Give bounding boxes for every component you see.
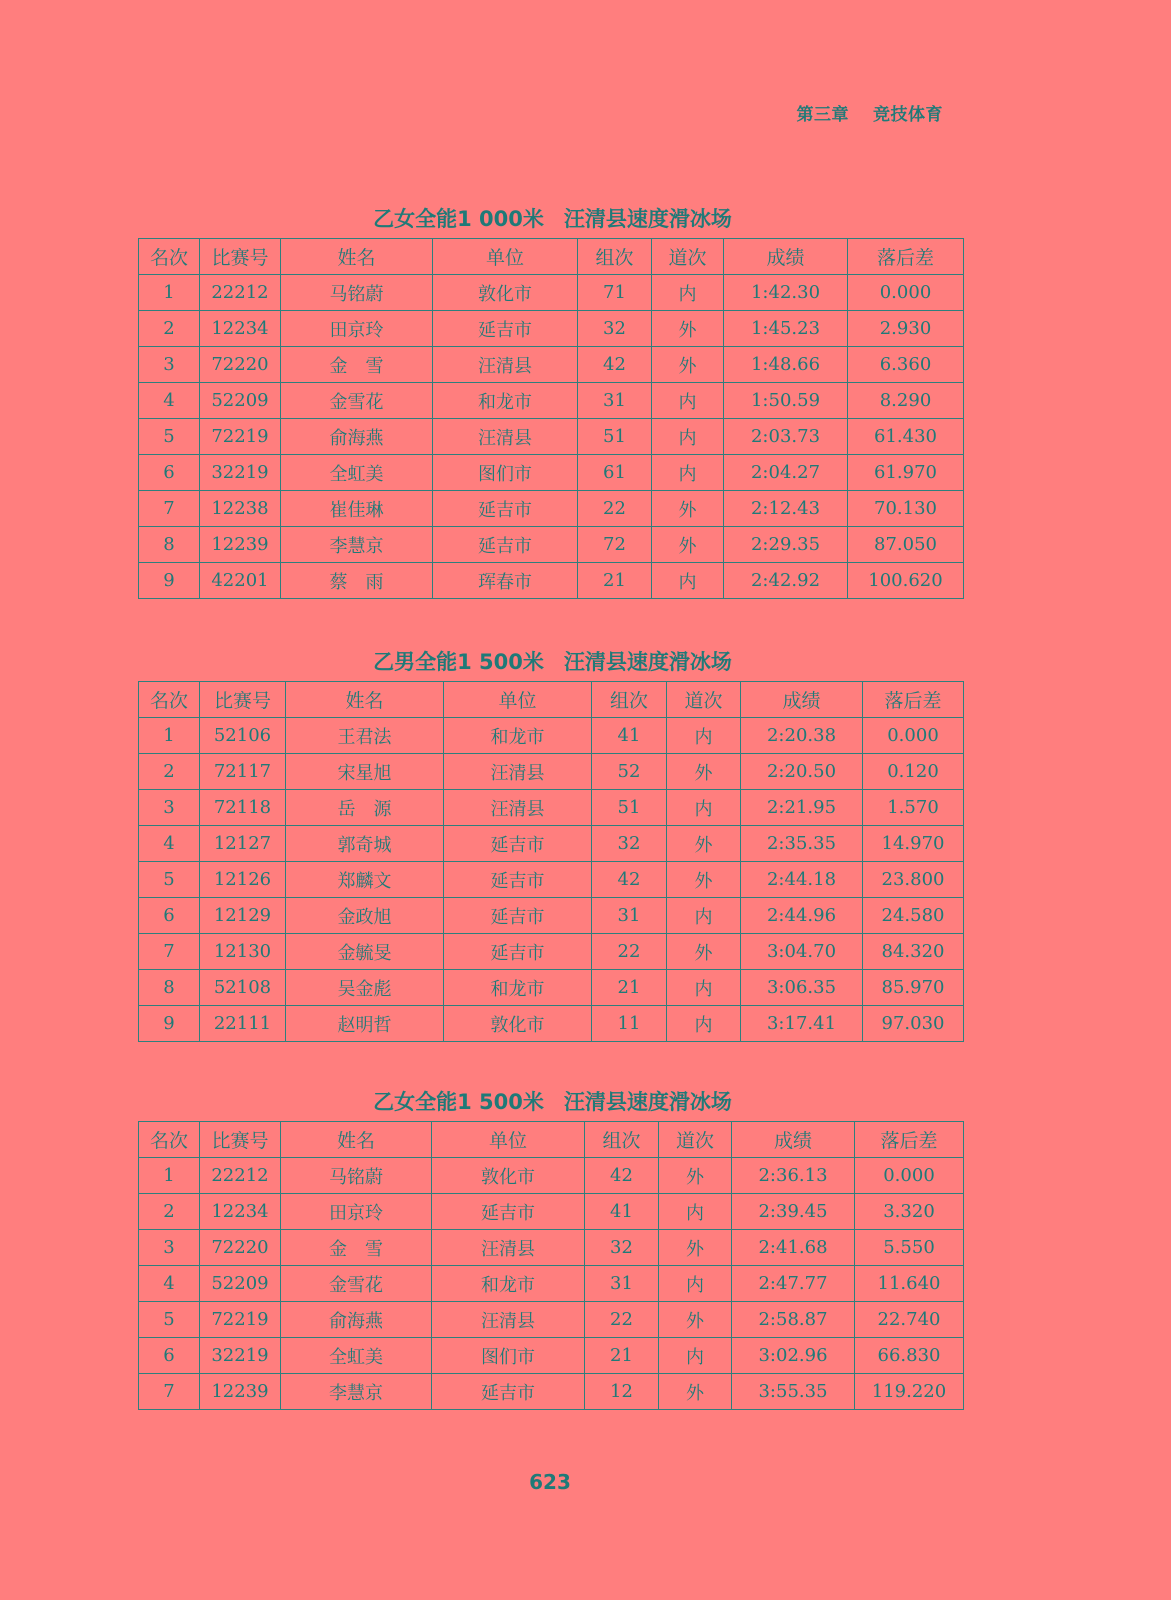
bib-cell: 72219: [200, 1302, 281, 1338]
column-header: 姓名: [281, 239, 433, 275]
time-cell: 1:45.23: [724, 311, 848, 347]
unit-cell: 延吉市: [432, 1194, 585, 1230]
gap-cell: 1.570: [863, 790, 964, 826]
bib-cell: 42201: [200, 563, 281, 599]
table-row: [139, 419, 964, 455]
gap-cell: 0.120: [863, 754, 964, 790]
column-header: 成绩: [741, 682, 863, 718]
column-header: 道次: [659, 1122, 732, 1158]
lane-cell: 内: [652, 383, 724, 419]
gap-cell: 8.290: [848, 383, 964, 419]
time-cell: 1:42.30: [724, 275, 848, 311]
group-cell: 51: [592, 790, 667, 826]
gap-cell: 22.740: [855, 1302, 964, 1338]
rank-cell: 2: [139, 754, 200, 790]
unit-cell: 汪清县: [432, 1230, 585, 1266]
bib-cell: 12239: [200, 527, 281, 563]
lane-cell: 内: [659, 1338, 732, 1374]
lane-cell: 内: [652, 563, 724, 599]
lane-cell: 内: [659, 1266, 732, 1302]
bib-cell: 52108: [200, 970, 286, 1006]
rank-cell: 7: [139, 491, 200, 527]
venue-title: 汪清县速度滑冰场: [563, 650, 732, 674]
gap-cell: 61.430: [848, 419, 964, 455]
unit-cell: 图们市: [432, 1338, 585, 1374]
name-cell: 崔佳琳: [281, 491, 433, 527]
group-cell: 22: [578, 491, 652, 527]
column-header: 姓名: [281, 1122, 432, 1158]
table-row: [139, 898, 964, 934]
gap-cell: 97.030: [863, 1006, 964, 1042]
column-header: 名次: [139, 682, 200, 718]
time-cell: 1:48.66: [724, 347, 848, 383]
gap-cell: 87.050: [848, 527, 964, 563]
rank-cell: 4: [139, 383, 200, 419]
rank-cell: 4: [139, 1266, 200, 1302]
rank-cell: 5: [139, 862, 200, 898]
unit-cell: 汪清县: [444, 754, 592, 790]
table-row: [139, 275, 964, 311]
table-header-row: [139, 239, 964, 275]
unit-cell: 敦化市: [444, 1006, 592, 1042]
bib-cell: 12238: [200, 491, 281, 527]
time-cell: 2:44.96: [741, 898, 863, 934]
lane-cell: 外: [667, 862, 741, 898]
results-section-3: [138, 1083, 963, 1410]
name-cell: 田京玲: [281, 1194, 432, 1230]
group-cell: 21: [592, 970, 667, 1006]
gap-cell: 85.970: [863, 970, 964, 1006]
name-cell: 全虹美: [281, 1338, 432, 1374]
name-cell: 赵明哲: [286, 1006, 444, 1042]
rank-cell: 6: [139, 455, 200, 491]
gap-cell: 66.830: [855, 1338, 964, 1374]
table-row: [139, 1374, 964, 1410]
table-row: [139, 491, 964, 527]
group-cell: 51: [578, 419, 652, 455]
column-header: 名次: [139, 1122, 200, 1158]
bib-cell: 12127: [200, 826, 286, 862]
lane-cell: 外: [652, 527, 724, 563]
lane-cell: 外: [659, 1158, 732, 1194]
table-row: [139, 347, 964, 383]
rank-cell: 5: [139, 1302, 200, 1338]
table-row: [139, 970, 964, 1006]
gap-cell: 14.970: [863, 826, 964, 862]
group-cell: 41: [585, 1194, 659, 1230]
lane-cell: 外: [652, 311, 724, 347]
name-cell: 金 雪: [281, 347, 433, 383]
unit-cell: 和龙市: [432, 1266, 585, 1302]
event-title: 乙女全能1 000米: [373, 207, 544, 231]
page-number: 623: [529, 1470, 571, 1494]
time-cell: 3:02.96: [732, 1338, 855, 1374]
bib-cell: 12130: [200, 934, 286, 970]
unit-cell: 延吉市: [432, 1374, 585, 1410]
group-cell: 22: [592, 934, 667, 970]
time-cell: 2:47.77: [732, 1266, 855, 1302]
bib-cell: 72220: [200, 1230, 281, 1266]
column-header: 落后差: [848, 239, 964, 275]
time-cell: 2:21.95: [741, 790, 863, 826]
rank-cell: 1: [139, 718, 200, 754]
gap-cell: 100.620: [848, 563, 964, 599]
column-header: 组次: [592, 682, 667, 718]
bib-cell: 22212: [200, 275, 281, 311]
results-section-1: [138, 200, 963, 599]
column-header: 落后差: [863, 682, 964, 718]
rank-cell: 1: [139, 275, 200, 311]
lane-cell: 内: [667, 790, 741, 826]
lane-cell: 内: [667, 970, 741, 1006]
rank-cell: 3: [139, 1230, 200, 1266]
column-header: 比赛号: [200, 682, 286, 718]
subject-label: 竞技体育: [873, 105, 943, 125]
column-header: 单位: [433, 239, 578, 275]
unit-cell: 延吉市: [433, 311, 578, 347]
group-cell: 32: [578, 311, 652, 347]
group-cell: 21: [585, 1338, 659, 1374]
rank-cell: 2: [139, 1194, 200, 1230]
column-header: 单位: [444, 682, 592, 718]
rank-cell: 8: [139, 527, 200, 563]
time-cell: 2:12.43: [724, 491, 848, 527]
table-row: [139, 1266, 964, 1302]
column-header: 姓名: [286, 682, 444, 718]
table-row: [139, 1006, 964, 1042]
unit-cell: 汪清县: [433, 419, 578, 455]
chapter-label: 第三章: [796, 105, 849, 125]
time-cell: 2:20.38: [741, 718, 863, 754]
table-row: [139, 754, 964, 790]
unit-cell: 汪清县: [433, 347, 578, 383]
group-cell: 61: [578, 455, 652, 491]
lane-cell: 外: [667, 826, 741, 862]
gap-cell: 3.320: [855, 1194, 964, 1230]
lane-cell: 外: [659, 1302, 732, 1338]
table-row: [139, 1302, 964, 1338]
time-cell: 2:58.87: [732, 1302, 855, 1338]
rank-cell: 7: [139, 934, 200, 970]
lane-cell: 内: [652, 275, 724, 311]
section-title: [138, 643, 963, 681]
unit-cell: 延吉市: [444, 862, 592, 898]
unit-cell: 珲春市: [433, 563, 578, 599]
bib-cell: 52106: [200, 718, 286, 754]
lane-cell: 外: [667, 934, 741, 970]
time-cell: 2:35.35: [741, 826, 863, 862]
column-header: 落后差: [855, 1122, 964, 1158]
unit-cell: 汪清县: [444, 790, 592, 826]
lane-cell: 内: [667, 898, 741, 934]
rank-cell: 9: [139, 1006, 200, 1042]
unit-cell: 延吉市: [444, 898, 592, 934]
group-cell: 21: [578, 563, 652, 599]
venue-title: 汪清县速度滑冰场: [563, 1090, 732, 1114]
name-cell: 金 雪: [281, 1230, 432, 1266]
time-cell: 2:04.27: [724, 455, 848, 491]
group-cell: 31: [585, 1266, 659, 1302]
lane-cell: 内: [667, 1006, 741, 1042]
rank-cell: 6: [139, 898, 200, 934]
group-cell: 11: [592, 1006, 667, 1042]
lane-cell: 内: [667, 718, 741, 754]
name-cell: 王君法: [286, 718, 444, 754]
rank-cell: 8: [139, 970, 200, 1006]
name-cell: 金毓旻: [286, 934, 444, 970]
bib-cell: 12239: [200, 1374, 281, 1410]
group-cell: 32: [592, 826, 667, 862]
column-header: 道次: [667, 682, 741, 718]
rank-cell: 1: [139, 1158, 200, 1194]
time-cell: 1:50.59: [724, 383, 848, 419]
group-cell: 72: [578, 527, 652, 563]
bib-cell: 52209: [200, 1266, 281, 1302]
bib-cell: 72219: [200, 419, 281, 455]
venue-title: 汪清县速度滑冰场: [563, 207, 732, 231]
time-cell: 2:29.35: [724, 527, 848, 563]
time-cell: 2:36.13: [732, 1158, 855, 1194]
bib-cell: 32219: [200, 1338, 281, 1374]
rank-cell: 9: [139, 563, 200, 599]
name-cell: 吴金彪: [286, 970, 444, 1006]
lane-cell: 内: [652, 419, 724, 455]
group-cell: 31: [592, 898, 667, 934]
table-row: [139, 934, 964, 970]
bib-cell: 72118: [200, 790, 286, 826]
results-section-2: [138, 643, 963, 1042]
time-cell: 2:41.68: [732, 1230, 855, 1266]
gap-cell: 70.130: [848, 491, 964, 527]
group-cell: 42: [592, 862, 667, 898]
time-cell: 2:42.92: [724, 563, 848, 599]
bib-cell: 12234: [200, 1194, 281, 1230]
unit-cell: 和龙市: [444, 718, 592, 754]
table-row: [139, 790, 964, 826]
table-row: [139, 1158, 964, 1194]
unit-cell: 延吉市: [433, 527, 578, 563]
unit-cell: 汪清县: [432, 1302, 585, 1338]
table-row: [139, 862, 964, 898]
table-header-row: [139, 682, 964, 718]
bib-cell: 52209: [200, 383, 281, 419]
group-cell: 42: [578, 347, 652, 383]
bib-cell: 32219: [200, 455, 281, 491]
name-cell: 蔡 雨: [281, 563, 433, 599]
name-cell: 俞海燕: [281, 1302, 432, 1338]
rank-cell: 7: [139, 1374, 200, 1410]
rank-cell: 4: [139, 826, 200, 862]
group-cell: 31: [578, 383, 652, 419]
rank-cell: 6: [139, 1338, 200, 1374]
running-head: [773, 100, 944, 125]
table-row: [139, 826, 964, 862]
bib-cell: 22212: [200, 1158, 281, 1194]
gap-cell: 0.000: [848, 275, 964, 311]
gap-cell: 6.360: [848, 347, 964, 383]
unit-cell: 延吉市: [433, 491, 578, 527]
gap-cell: 0.000: [863, 718, 964, 754]
name-cell: 金政旭: [286, 898, 444, 934]
column-header: 组次: [585, 1122, 659, 1158]
unit-cell: 延吉市: [444, 934, 592, 970]
time-cell: 2:44.18: [741, 862, 863, 898]
group-cell: 71: [578, 275, 652, 311]
bib-cell: 22111: [200, 1006, 286, 1042]
gap-cell: 23.800: [863, 862, 964, 898]
time-cell: 3:04.70: [741, 934, 863, 970]
section-title: [138, 1083, 963, 1121]
lane-cell: 外: [667, 754, 741, 790]
table-row: [139, 718, 964, 754]
group-cell: 42: [585, 1158, 659, 1194]
gap-cell: 11.640: [855, 1266, 964, 1302]
time-cell: 3:55.35: [732, 1374, 855, 1410]
column-header: 比赛号: [200, 239, 281, 275]
time-cell: 3:06.35: [741, 970, 863, 1006]
rank-cell: 3: [139, 790, 200, 826]
name-cell: 郭奇城: [286, 826, 444, 862]
rank-cell: 3: [139, 347, 200, 383]
lane-cell: 外: [659, 1230, 732, 1266]
bib-cell: 12126: [200, 862, 286, 898]
name-cell: 马铭蔚: [281, 1158, 432, 1194]
table-row: [139, 563, 964, 599]
table-header-row: [139, 1122, 964, 1158]
bib-cell: 12234: [200, 311, 281, 347]
name-cell: 金雪花: [281, 1266, 432, 1302]
table-row: [139, 311, 964, 347]
gap-cell: 84.320: [863, 934, 964, 970]
table-row: [139, 1194, 964, 1230]
gap-cell: 2.930: [848, 311, 964, 347]
time-cell: 2:39.45: [732, 1194, 855, 1230]
unit-cell: 和龙市: [433, 383, 578, 419]
lane-cell: 外: [652, 347, 724, 383]
name-cell: 岳 源: [286, 790, 444, 826]
name-cell: 田京玲: [281, 311, 433, 347]
name-cell: 李慧京: [281, 1374, 432, 1410]
time-cell: 2:03.73: [724, 419, 848, 455]
bib-cell: 72220: [200, 347, 281, 383]
column-header: 成绩: [724, 239, 848, 275]
name-cell: 李慧京: [281, 527, 433, 563]
time-cell: 3:17.41: [741, 1006, 863, 1042]
group-cell: 52: [592, 754, 667, 790]
column-header: 名次: [139, 239, 200, 275]
lane-cell: 外: [659, 1374, 732, 1410]
lane-cell: 外: [652, 491, 724, 527]
name-cell: 郑麟文: [286, 862, 444, 898]
table-row: [139, 455, 964, 491]
gap-cell: 61.970: [848, 455, 964, 491]
time-cell: 2:20.50: [741, 754, 863, 790]
name-cell: 俞海燕: [281, 419, 433, 455]
column-header: 组次: [578, 239, 652, 275]
unit-cell: 图们市: [433, 455, 578, 491]
column-header: 单位: [432, 1122, 585, 1158]
unit-cell: 敦化市: [432, 1158, 585, 1194]
lane-cell: 内: [652, 455, 724, 491]
event-title: 乙男全能1 500米: [373, 650, 544, 674]
bib-cell: 12129: [200, 898, 286, 934]
unit-cell: 延吉市: [444, 826, 592, 862]
lane-cell: 内: [659, 1194, 732, 1230]
column-header: 比赛号: [200, 1122, 281, 1158]
group-cell: 22: [585, 1302, 659, 1338]
name-cell: 金雪花: [281, 383, 433, 419]
results-table: [138, 1121, 964, 1410]
gap-cell: 5.550: [855, 1230, 964, 1266]
table-row: [139, 383, 964, 419]
group-cell: 32: [585, 1230, 659, 1266]
name-cell: 全虹美: [281, 455, 433, 491]
table-row: [139, 1338, 964, 1374]
gap-cell: 119.220: [855, 1374, 964, 1410]
gap-cell: 0.000: [855, 1158, 964, 1194]
rank-cell: 5: [139, 419, 200, 455]
unit-cell: 敦化市: [433, 275, 578, 311]
results-table: [138, 681, 964, 1042]
column-header: 成绩: [732, 1122, 855, 1158]
section-title: [138, 200, 963, 238]
table-row: [139, 1230, 964, 1266]
gap-cell: 24.580: [863, 898, 964, 934]
results-table: [138, 238, 964, 599]
name-cell: 马铭蔚: [281, 275, 433, 311]
rank-cell: 2: [139, 311, 200, 347]
bib-cell: 72117: [200, 754, 286, 790]
event-title: 乙女全能1 500米: [373, 1090, 544, 1114]
unit-cell: 和龙市: [444, 970, 592, 1006]
column-header: 道次: [652, 239, 724, 275]
name-cell: 宋星旭: [286, 754, 444, 790]
group-cell: 12: [585, 1374, 659, 1410]
group-cell: 41: [592, 718, 667, 754]
table-row: [139, 527, 964, 563]
